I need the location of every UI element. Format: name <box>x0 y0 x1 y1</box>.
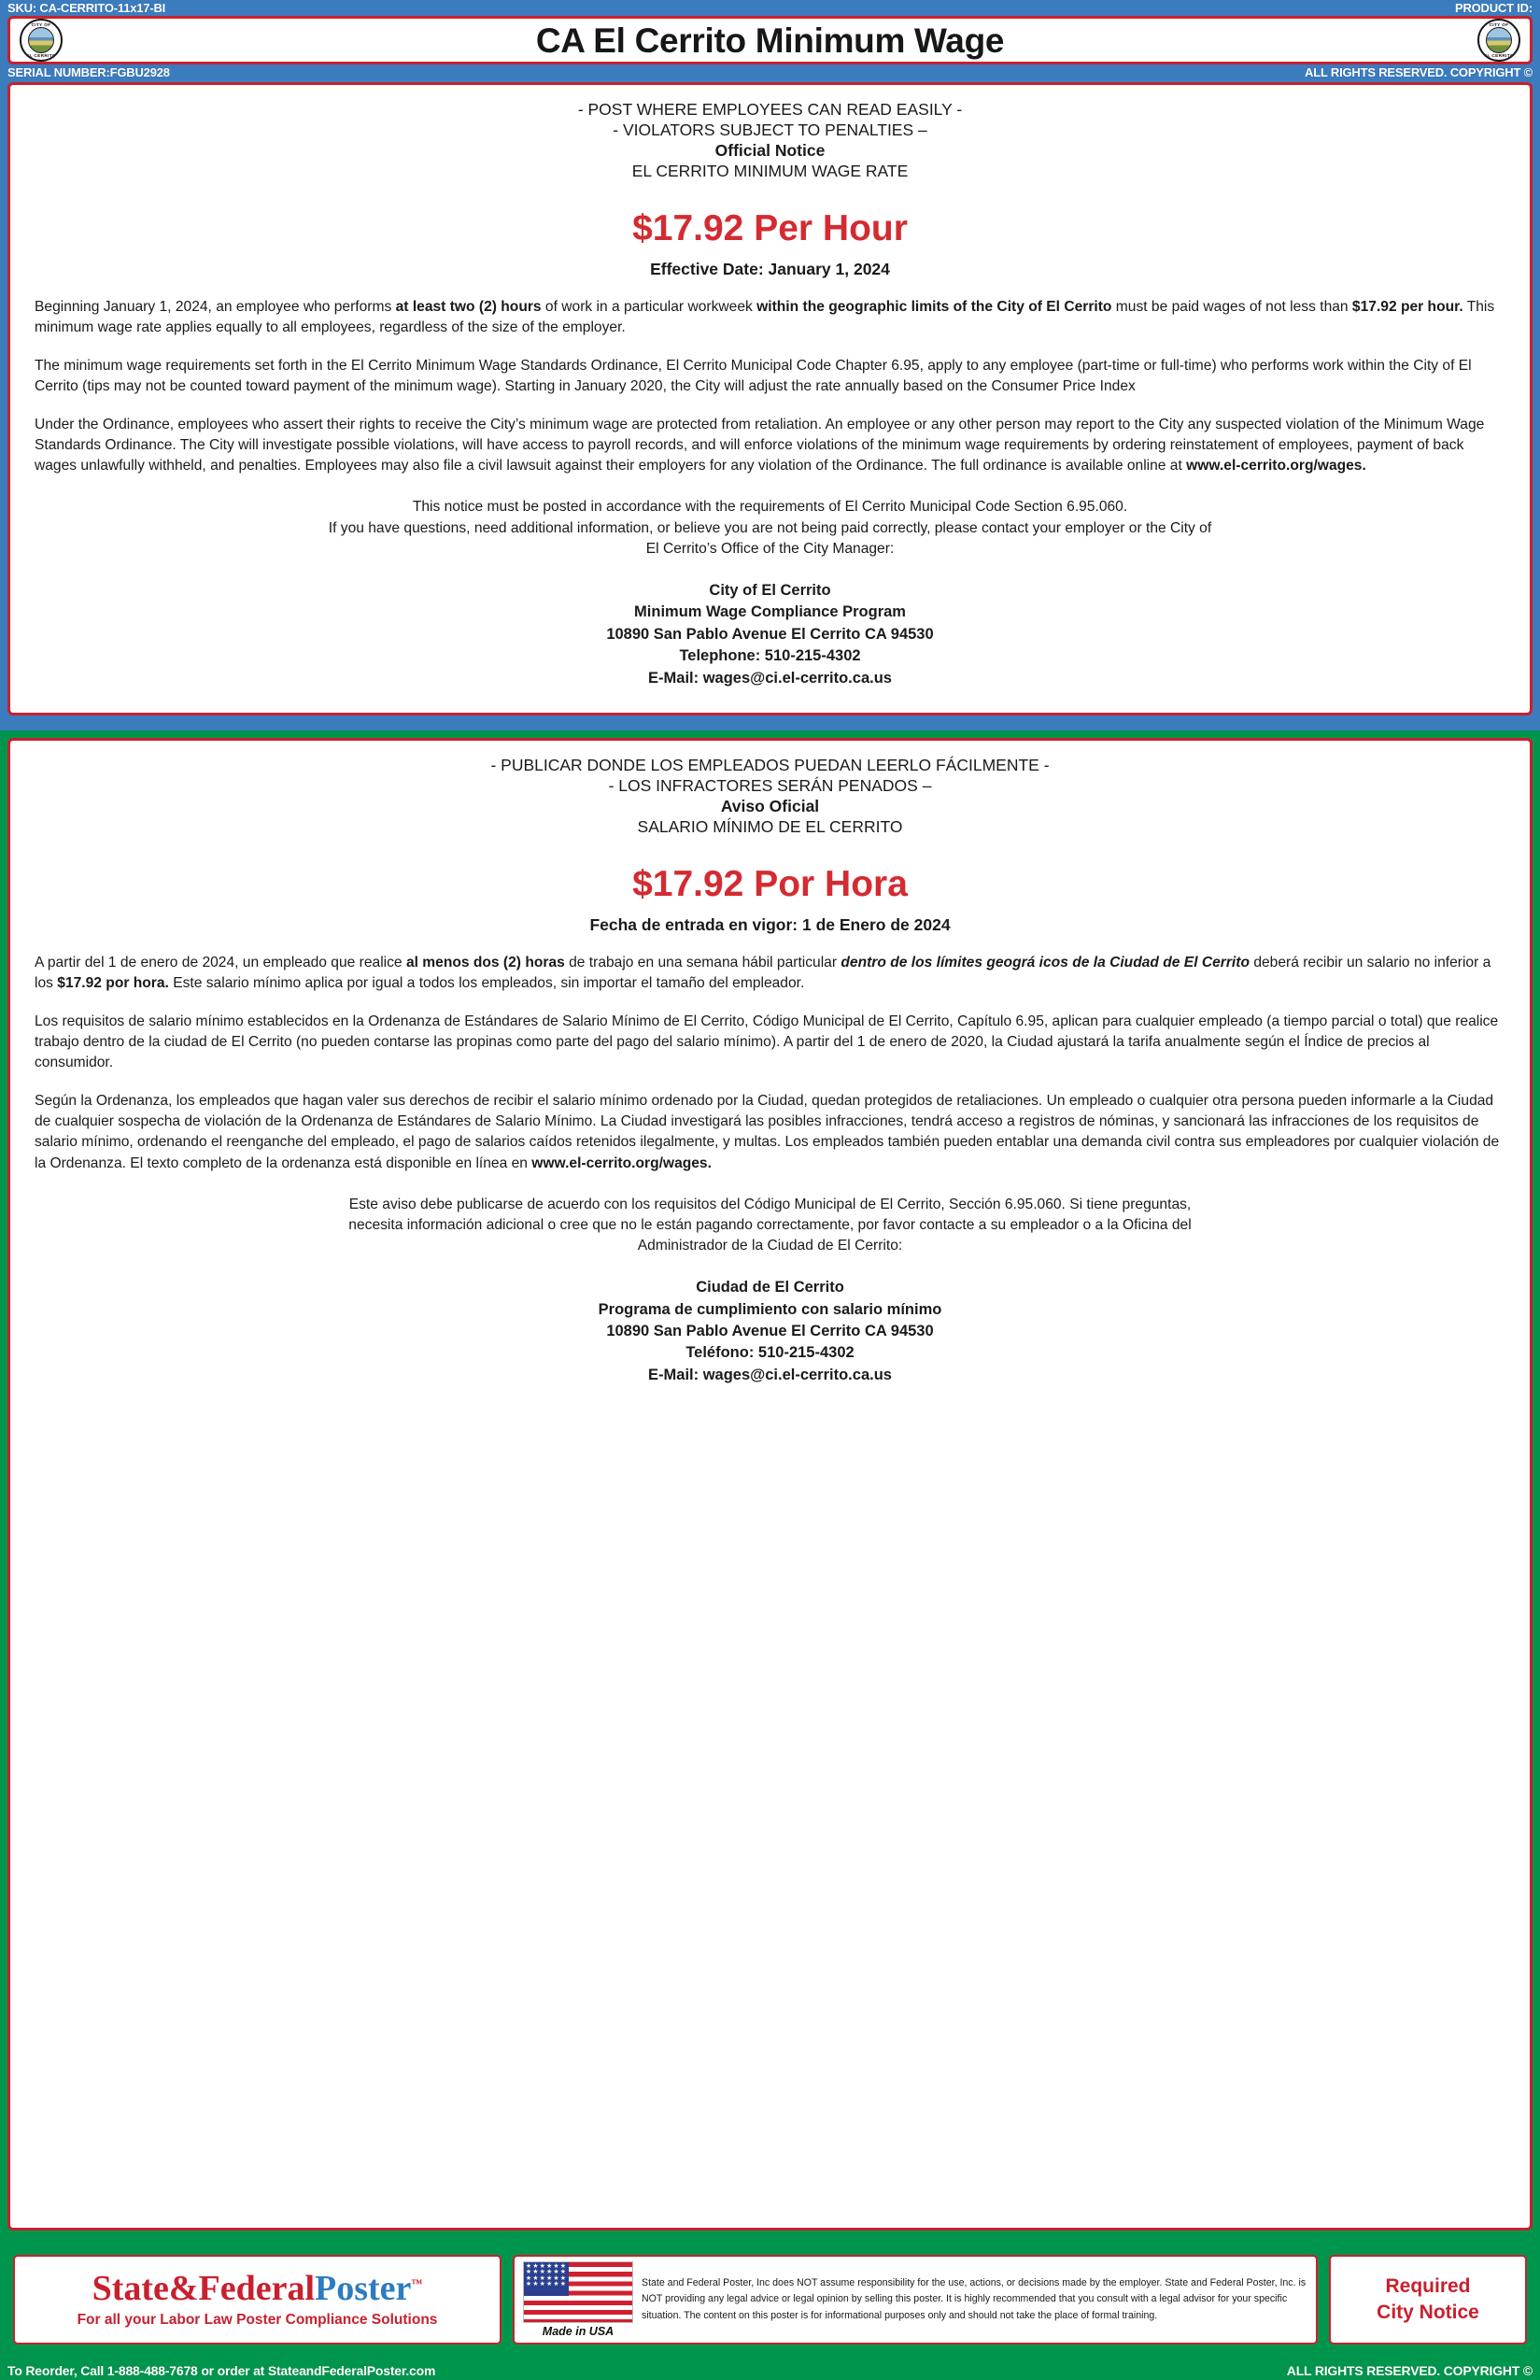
english-contact-block <box>35 580 1505 689</box>
p1-seg-f: $17.92 per hour. <box>1351 298 1463 315</box>
seal-top-text: CITY OF <box>1489 22 1509 27</box>
spanish-p4-line2: necesita información adicional o cree que no le están pagando correctamente, por favor contacte a su empleador o a la Oficina del <box>348 1216 1192 1233</box>
sp1-seg-e: deberá recibir un salario no inferior a los <box>35 954 1491 991</box>
spanish-contact-email: E-Mail: wages@ci.el-cerrito.ca.us <box>648 1366 892 1383</box>
title-banner <box>7 16 1533 64</box>
p1-seg-b: at least two (2) hours <box>395 298 542 315</box>
copyright-bottom-label: ALL RIGHTS RESERVED. COPYRIGHT © <box>1286 2363 1533 2378</box>
required-notice-box <box>1329 2255 1527 2345</box>
spanish-website-link: www.el-cerrito.org/wages. <box>531 1155 712 1171</box>
english-post-line: - POST WHERE EMPLOYEES CAN READ EASILY - <box>577 100 963 119</box>
city-seal-right-icon <box>1477 19 1520 62</box>
product-id-label: PRODUCT ID: <box>1454 1 1533 15</box>
flag-canton: ★★★★★★ ★★★★★★ ★★★★★★ ★★★★★★ <box>524 2262 569 2296</box>
required-notice-text <box>1377 2274 1479 2325</box>
english-paragraph-3 <box>35 415 1505 476</box>
english-website-link: www.el-cerrito.org/wages. <box>1186 458 1366 475</box>
brand-logo-box <box>13 2255 502 2345</box>
page-title: CA El Cerrito Minimum Wage <box>535 21 1005 60</box>
spanish-paragraph-3 <box>35 1091 1505 1174</box>
disclaimer-text: State and Federal Poster, Inc does NOT assume responsibility for the use, actions, or decisions made by the employer. State and Federal Poster, Inc. is NOT providing any legal advice or legal opinion by selling this poster. It is highly recommended that you consult with a legal advisor for your specific situation. The content on this poster is for informational purposes only and should not take the place of formal training. <box>642 2277 1307 2321</box>
reorder-label: To Reorder, Call 1-888-488-7678 or order at StateandFederalPoster.com <box>7 2363 436 2378</box>
spanish-p4-line3: Administrador de la Ciudad de El Cerrito: <box>637 1238 903 1254</box>
sku-label: SKU: CA-CERRITO-11x17-BI <box>7 1 166 15</box>
spanish-official-notice-line: Aviso Oficial <box>720 796 820 815</box>
spanish-p4-line1: Este aviso debe publicarse de acuerdo con los requisitos del Código Municipal de El Cerrito, Sección 6.95.060. Si tiene preguntas, <box>348 1196 1192 1212</box>
spanish-notice-panel <box>7 738 1533 2231</box>
english-effective-date: Effective Date: January 1, 2024 <box>650 259 890 278</box>
top-meta-bar <box>0 0 1540 16</box>
brand-tagline: For all your Labor Law Poster Compliance Solutions <box>77 2312 438 2328</box>
english-p4-line2: If you have questions, need additional information, or believe you are not being paid correctly, please contact your employer or the City of <box>328 519 1212 536</box>
brand-logo <box>92 2271 423 2306</box>
spanish-paragraph-2: Los requisitos de salario mínimo establecidos en la Ordenanza de Estándares de Salario Mínimo de El Cerrito, Código Municipal de El Cerrito, Capítulo 6.95, aplican para cualquier empleado (a tiempo parcial o total) que realice trabajo dentro de la ciudad de El Cerrito (no pueden contarse las propinas como parte del pago del salario mínimo). A partir del 1 de enero de 2020, la Ciudad ajustará la tarifa anualmente según el Índice de precios al consumidor. <box>35 1013 1499 1071</box>
spanish-effective-date: Fecha de entrada en vigor: 1 de Enero de 2024 <box>589 914 951 934</box>
trademark-icon: ™ <box>411 2276 423 2290</box>
seal-bottom-text: EL CERRITO <box>1484 53 1514 58</box>
english-paragraph-1 <box>35 297 1505 338</box>
sp1-seg-g: Este salario mínimo aplica por igual a todos los empleados, sin importar el tamaño del empleador. <box>168 974 805 991</box>
english-contact-program: Minimum Wage Compliance Program <box>634 603 906 621</box>
english-violators-line: - VIOLATORS SUBJECT TO PENALTIES – <box>613 120 927 139</box>
footer <box>0 2231 1540 2380</box>
footer-boxes <box>13 2255 1527 2345</box>
sp3-seg-a: Según la Ordenanza, los empleados que hagan valer sus derechos de recibir el salario mínimo ordenado por la Ciudad, quedan protegidos de retaliaciones. Un empleado o cualquier otra persona pueden informarle a la Ciudad de cualquier sospecha de violación de la Ordenanza de Estándares de Salario Mínimo. La Ciudad investigará las posibles infracciones, tendrá acceso a registros de nóminas, y sancionará las infracciones de los requisitos de salario mínimo, ordenando el reenganche del empleado, el pago de salarios caídos retenidos ilegalmente, y multas. Los empleados también pueden entablar una demanda civil contra sus empleadores por cualquier violación de la Ordenanza. El texto completo de la ordenanza está disponible en línea en <box>35 1093 1500 1171</box>
p3-seg-a: Under the Ordinance, employees who assert their rights to receive the City’s minimum wage are protected from retaliation. An employee or any other person may report to the City any suspected violation of the Minimum Wage Standards Ordinance. The City will investigate possible violations, will have access to payroll records, and will enforce violations of the minimum wage requirements by ordering reinstatement of employees, payment of back wages unlawfully withheld, and penalties. Employees may also file a civil lawsuit against their employers for any violation of the Ordinance. The full ordinance is available online at <box>35 417 1485 475</box>
spanish-contact-phone: Teléfono: 510-215-4302 <box>685 1344 855 1362</box>
english-p4-line1: This notice must be posted in accordance with the requirements of El Cerrito Municipal Code Section 6.95.060. <box>412 499 1128 516</box>
made-in-usa-block <box>522 2261 634 2338</box>
english-contact-phone: Telephone: 510-215-4302 <box>679 647 861 665</box>
spanish-wage-rate-line: SALARIO MÍNIMO DE EL CERRITO <box>637 816 903 836</box>
usa-flag-icon <box>523 2261 633 2323</box>
english-contact-city: City of El Cerrito <box>709 581 831 599</box>
english-contact-address: 10890 San Pablo Avenue El Cerrito CA 94530 <box>606 625 934 643</box>
copyright-top-label: ALL RIGHTS RESERVED. COPYRIGHT © <box>1305 65 1533 79</box>
spanish-contact-city: Ciudad de El Cerrito <box>696 1279 844 1296</box>
spanish-violators-line: - LOS INFRACTORES SERÁN PENADOS – <box>608 775 932 795</box>
sp1-seg-a: A partir del 1 de enero de 2024, un empleado que realice <box>35 954 406 970</box>
english-paragraph-2: The minimum wage requirements set forth in the El Cerrito Minimum Wage Standards Ordinance, El Cerrito Municipal Code Chapter 6.95, apply to any employee (part-time or full-time) who performs work within the City of El Cerrito (tips may not be counted toward payment of the minimum wage). Starting in January 2020, the City will adjust the rate annually based on the Consumer Price Index <box>35 357 1472 394</box>
p1-seg-g: This minimum wage rate applies equally to all employees, regardless of the size of the employer. <box>35 298 1495 335</box>
sp1-seg-c: de trabajo en una semana hábil particular <box>564 954 841 970</box>
english-wage-rate-line: EL CERRITO MINIMUM WAGE RATE <box>631 161 909 180</box>
required-line2: City Notice <box>1377 2302 1479 2323</box>
spanish-contact-address: 10890 San Pablo Avenue El Cerrito CA 94530 <box>606 1323 934 1340</box>
sp1-seg-b: al menos dos (2) horas <box>405 954 565 970</box>
english-contact-email: E-Mail: wages@ci.el-cerrito.ca.us <box>648 669 892 687</box>
spanish-post-line: - PUBLICAR DONDE LOS EMPLEADOS PUEDAN LEERLO FÁCILMENTE - <box>490 756 1050 774</box>
serial-number-label: SERIAL NUMBER:FGBU2928 <box>7 65 170 79</box>
serial-meta-bar <box>0 64 1540 80</box>
sp1-seg-d: dentro de los límites geográ icos de la Ciudad de El Cerrito <box>841 954 1250 970</box>
spanish-heading-block <box>35 756 1505 838</box>
p1-seg-d: within the geographic limits of the City of El Cerrito <box>756 298 1112 315</box>
spanish-paragraph-1 <box>35 953 1505 994</box>
brand-name-part1: State&Federal <box>92 2269 316 2308</box>
seal-bottom-text: EL CERRITO <box>26 53 56 58</box>
p1-seg-c: of work in a particular workweek <box>541 298 757 315</box>
disclaimer-box <box>513 2255 1318 2345</box>
spanish-paragraph-4 <box>35 1195 1505 1256</box>
p1-seg-e: must be paid wages of not less than <box>1111 298 1352 315</box>
footer-meta-bar <box>0 2363 1540 2378</box>
english-rate: $17.92 Per Hour <box>632 207 908 248</box>
english-paragraph-4 <box>35 497 1505 559</box>
made-in-usa-label: Made in USA <box>542 2325 615 2338</box>
english-notice-panel <box>7 82 1533 715</box>
english-p4-line3: El Cerrito’s Office of the City Manager: <box>645 540 895 557</box>
p1-seg-a: Beginning January 1, 2024, an employee who performs <box>35 298 396 315</box>
spanish-rate: $17.92 Por Hora <box>632 863 908 904</box>
city-seal-left-icon <box>20 19 63 62</box>
english-heading-block <box>35 100 1505 182</box>
brand-name-part2: Poster <box>315 2269 412 2308</box>
spanish-contact-program: Programa de cumplimiento con salario mínimo <box>598 1300 942 1318</box>
required-line1: Required <box>1385 2275 1471 2298</box>
english-official-notice-line: Official Notice <box>714 140 826 160</box>
seal-top-text: CITY OF <box>31 22 51 27</box>
spanish-contact-block <box>35 1277 1505 1386</box>
sp1-seg-f: $17.92 por hora. <box>57 974 169 991</box>
